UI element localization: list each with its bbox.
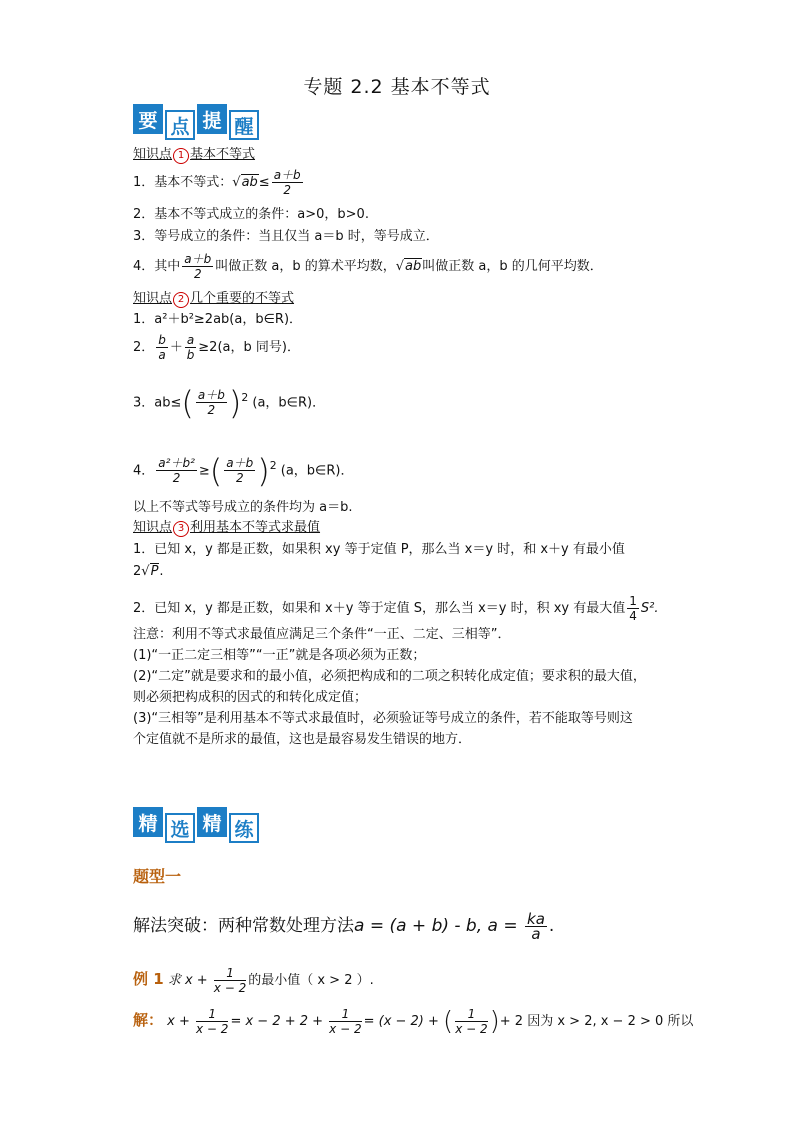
kp1-line-4: 4．其中 $\frac{a+b}{2}$ 叫做正数 a，b 的算术平均数，√ab叫做正数 a，b 的几何平均数． — [133, 252, 603, 281]
text: 2． — [133, 340, 155, 355]
plus: ＋ — [169, 340, 183, 355]
kp1-line-3: 3．等号成立的条件：当且仅当 a＝b 时，等号成立． — [133, 229, 439, 244]
relation: ≤ — [258, 175, 270, 190]
solution-line — [133, 1000, 693, 1042]
text: (a，b∈R)． — [252, 395, 326, 411]
banner-char-4: 练 — [229, 813, 259, 843]
sqrt-term: ab — [241, 175, 258, 190]
banner-char-3: 精 — [197, 807, 227, 837]
key-points-banner — [133, 104, 259, 140]
example-label: 例 1 — [133, 970, 164, 988]
numerator: 1 — [214, 966, 246, 981]
section-heading: 题型一 — [133, 867, 182, 886]
denominator: 2 — [172, 471, 181, 486]
kp-number: 3 — [173, 521, 189, 537]
fraction — [182, 252, 213, 281]
fraction — [196, 1007, 228, 1036]
note-line-4: 则必须把构成积的因式的和转化成定值； — [133, 690, 368, 705]
kp2-line-2 — [133, 333, 300, 362]
text: ≥2(a，b 同号)． — [198, 340, 300, 355]
numerator: 1 — [629, 594, 637, 608]
note-line-1: 注意：利用不等式求最值应满足三个条件“一正、二定、三相等”． — [133, 627, 511, 642]
kp1-line-1: 1．基本不等式：√ab≤ $\frac{a+b}{2}$ — [133, 168, 301, 197]
denominator: 2 — [283, 183, 292, 197]
banner-char-1: 要 — [133, 104, 163, 134]
kp-label: 知识点 — [133, 291, 173, 306]
denominator: x − 2 — [196, 1022, 229, 1036]
relation: ≥ — [198, 463, 210, 479]
kp3-line-1a: 1．已知 x，y 都是正数，如果积 xy 等于定值 P，那么当 x＝y 时，和 x＋y 有最小值 — [133, 542, 625, 557]
numerator: 1 — [329, 1007, 361, 1022]
fraction — [627, 594, 639, 623]
knowledge-point-1-heading — [133, 146, 255, 164]
kp3-line-1b: 2√P. — [133, 564, 164, 579]
paren-right: ) — [489, 1006, 500, 1037]
denominator: b — [186, 348, 195, 362]
denominator: 2 — [235, 471, 244, 486]
sqrt-term: P — [150, 564, 159, 579]
text: 4． — [133, 463, 155, 479]
fraction — [156, 456, 197, 485]
note-line-2: (1)“一正二定三相等”“一正”就是各项必须为正数； — [133, 648, 426, 663]
text: = (x − 2) + — [363, 1014, 444, 1029]
fraction — [224, 456, 255, 485]
kp2-note: 以上不等式等号成立的条件均为 a＝b. — [133, 500, 353, 515]
example-1 — [133, 966, 374, 995]
text: 1．基本不等式： — [133, 175, 233, 190]
denominator: 2 — [207, 403, 216, 418]
banner-char-4: 醒 — [229, 110, 259, 140]
banner-char-2: 点 — [165, 110, 195, 140]
fraction — [525, 909, 547, 943]
expression: a = (a + b) - b, a = — [354, 916, 524, 936]
text: (a，b∈R)． — [280, 463, 354, 479]
paren-left: ( — [443, 1006, 454, 1037]
numerator: 1 — [196, 1007, 228, 1022]
numerator: a＋b — [197, 388, 225, 403]
text: 叫做正数 a，b 的算术平均数， — [215, 259, 396, 274]
text: S². — [640, 601, 659, 616]
kp3-line-2 — [133, 594, 659, 623]
kp1-line-2: 2．基本不等式成立的条件：a>0，b>0. — [133, 207, 369, 222]
banner-char-1: 精 — [133, 807, 163, 837]
denominator: 4 — [629, 609, 637, 623]
paren-right: ) — [228, 383, 242, 422]
text: + 2 因为 x > 2, x − 2 > 0 所以 — [499, 1014, 694, 1029]
paren-left: ( — [181, 383, 194, 422]
exponent: 2 — [269, 459, 277, 472]
banner-char-3: 提 — [197, 104, 227, 134]
text: 求 x + — [167, 973, 212, 988]
kp-number: 1 — [173, 148, 189, 164]
numerator: a＋b — [184, 252, 212, 266]
page-title: 专题 2.2 基本不等式 — [303, 76, 491, 98]
banner-char-2: 选 — [165, 813, 195, 843]
text: 2．已知 x，y 都是正数，如果和 x＋y 等于定值 S，那么当 x＝y 时，积 xy 有最大值 — [133, 601, 626, 616]
numerator: a²＋b² — [158, 456, 195, 471]
denominator: a — [531, 924, 541, 943]
kp-title: 利用基本不等式求最值 — [190, 520, 321, 535]
note-line-5: (3)“三相等”是利用基本不等式求最值时，必须验证等号成立的条件，若不能取等号则这 — [133, 711, 633, 726]
fraction — [329, 1007, 361, 1036]
kp-label: 知识点 — [133, 520, 173, 535]
fraction — [272, 168, 303, 197]
text: 2 — [133, 564, 142, 579]
kp-title: 基本不等式 — [190, 147, 256, 162]
kp2-line-1: 1．a²＋b²≥2ab(a，b∈R)． — [133, 312, 303, 327]
numerator: b — [158, 333, 166, 347]
text: 4．其中 — [133, 259, 181, 274]
kp2-line-4 — [133, 446, 354, 491]
denominator: 2 — [193, 267, 202, 281]
fraction — [185, 333, 196, 362]
fraction — [455, 1007, 487, 1036]
kp2-line-3 — [133, 378, 325, 423]
paren-left: ( — [209, 451, 223, 490]
note-line-3: (2)“二定”就是要求和的最小值，必须把构成和的二项之积转化成定值；要求积的最大值， — [133, 669, 646, 684]
knowledge-point-3-heading — [133, 519, 320, 537]
paren-right: ) — [257, 451, 270, 490]
denominator: a — [158, 348, 166, 362]
text: . — [548, 916, 555, 936]
numerator: ka — [527, 909, 545, 928]
text: = x − 2 + 2 + — [230, 1014, 328, 1029]
numerator: a — [186, 333, 195, 347]
text: 3．ab≤ — [133, 395, 182, 411]
numerator: a＋b — [273, 168, 301, 182]
knowledge-point-2-heading — [133, 290, 294, 308]
kp-number: 2 — [173, 292, 189, 308]
exponent: 2 — [241, 391, 249, 404]
kp-label: 知识点 — [133, 147, 173, 162]
numerator: 1 — [455, 1007, 487, 1022]
practice-banner — [133, 807, 259, 843]
denominator: x − 2 — [455, 1022, 488, 1036]
fraction — [156, 333, 168, 362]
kp-title: 几个重要的不等式 — [190, 291, 295, 306]
text: 的最小值（ x > 2 ）. — [248, 973, 374, 988]
text: 解法突破：两种常数处理方法 — [133, 916, 354, 936]
numerator: a＋b — [226, 456, 254, 471]
text: 叫做正数 a，b 的几何平均数． — [422, 259, 603, 274]
denominator: x − 2 — [329, 1022, 362, 1036]
method-line — [133, 904, 554, 948]
denominator: x − 2 — [213, 981, 247, 995]
note-line-6: 个定值就不是所求的最值，这也是最容易发生错误的地方． — [133, 732, 472, 747]
sqrt-term: ab — [405, 259, 422, 274]
text: x + — [167, 1014, 195, 1029]
fraction — [214, 966, 246, 995]
fraction — [196, 388, 227, 417]
text: . — [159, 564, 164, 579]
solution-label: 解： — [133, 1011, 164, 1029]
